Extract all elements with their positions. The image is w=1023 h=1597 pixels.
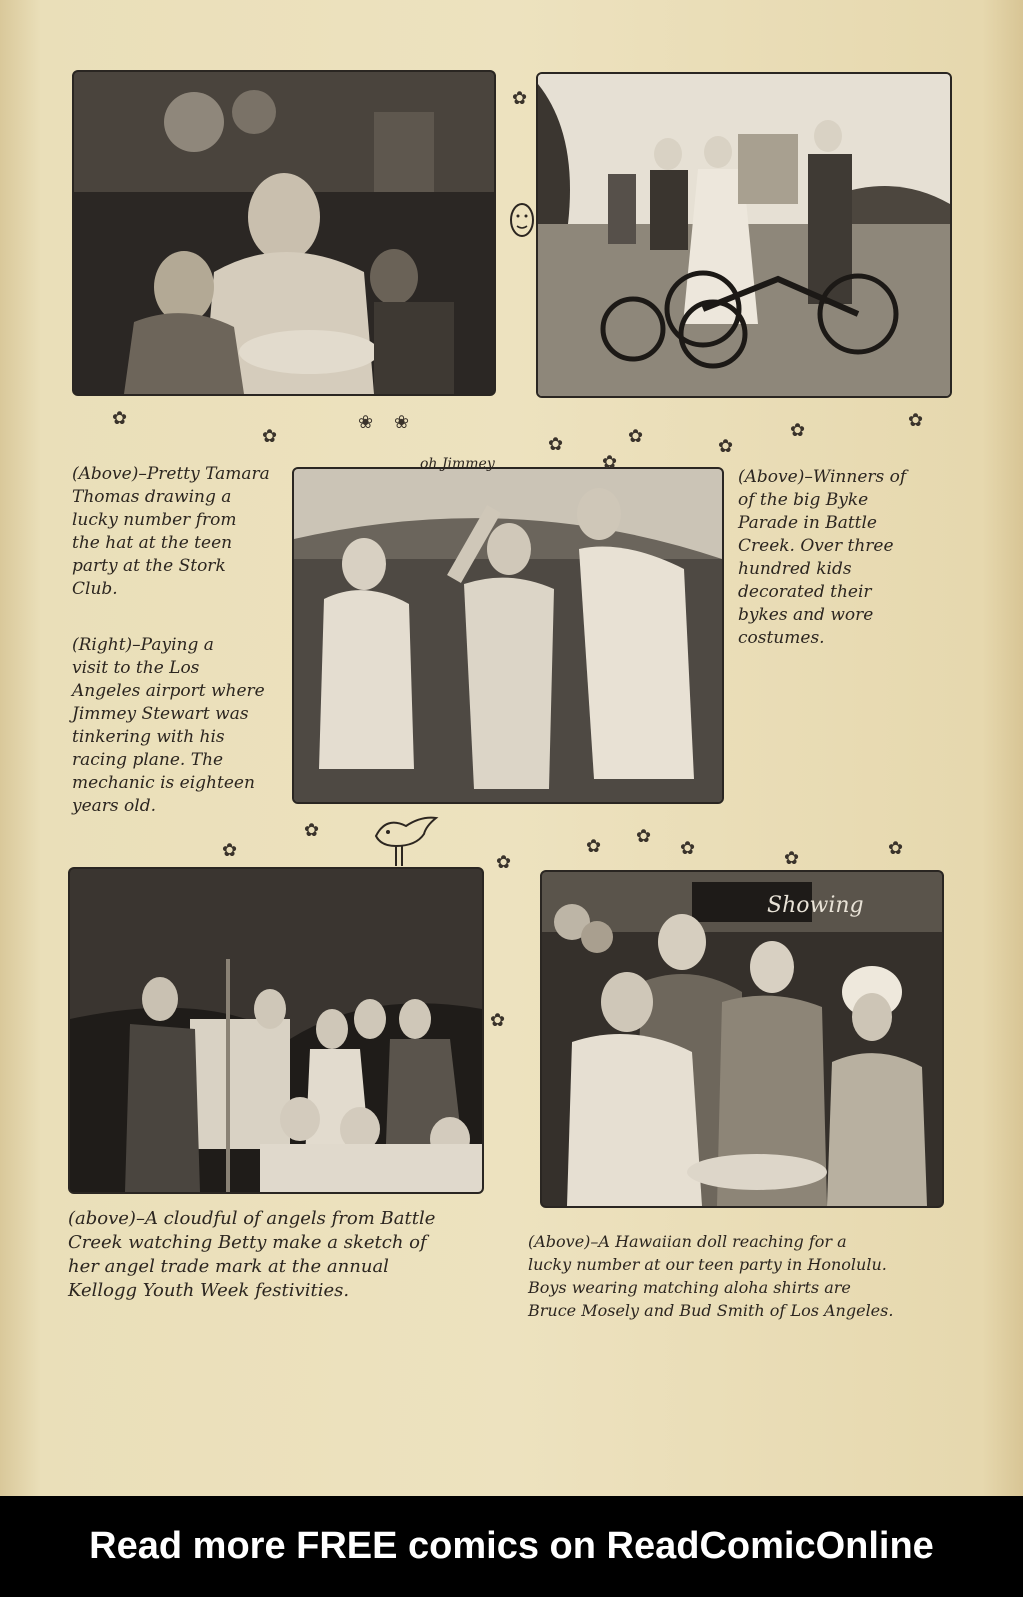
photo-airport — [292, 467, 724, 804]
flower-icon: ✿ — [790, 420, 806, 441]
flower-icon: ✿ — [628, 426, 644, 447]
flower-icon: ✿ — [602, 452, 618, 473]
bird-doodle-icon — [366, 806, 446, 870]
read-more-banner[interactable]: Read more FREE comics on ReadComicOnline — [0, 1496, 1023, 1597]
flower-icon: ✿ — [512, 88, 528, 109]
flower-icon: ✿ — [490, 1010, 506, 1031]
flower-icon: ✿ — [262, 426, 278, 447]
flower-icon: ✿ — [304, 820, 320, 841]
flower-icon: ✿ — [718, 436, 734, 457]
caption-angels: (above)–A cloudful of angels from Battle Creek watching Betty make a sketch of her angel trade mark at the annual Kellogg Youth Week festivities. — [68, 1208, 436, 1301]
photo-byke-parade — [536, 72, 952, 398]
flower-icon: ✿ — [680, 838, 696, 859]
flower-icon: ❀ — [358, 412, 374, 433]
caption-hawaii: (Above)–A Hawaiian doll reaching for a lucky number at our teen party in Honolulu. Boys wearing matching aloha shirts are Bruce Mosely and Bud Smith of Los Angeles. — [528, 1232, 894, 1320]
photo-hawaii — [540, 870, 944, 1208]
photo-angels — [68, 867, 484, 1194]
flower-icon: ✿ — [496, 852, 512, 873]
caption-byke-parade: (Above)–Winners of of the big Byke Parade in Battle Creek. Over three hundred kids decorated their bykes and wore costumes. — [738, 467, 907, 648]
flower-icon: ❀ — [394, 412, 410, 433]
flower-icon: ✿ — [548, 434, 564, 455]
caption-stork-club: (Above)–Pretty Tamara Thomas drawing a lucky number from the hat at the teen party at the Stork Club. — [72, 464, 270, 599]
flower-icon: ✿ — [636, 826, 652, 847]
flower-icon: ✿ — [908, 410, 924, 431]
flower-icon: ✿ — [586, 836, 602, 857]
sign-text: Showing — [767, 893, 864, 918]
face-doodle-icon — [508, 200, 536, 240]
flower-icon: ✿ — [784, 848, 800, 869]
flower-icon: ✿ — [112, 408, 128, 429]
caption-airport: (Right)–Paying a visit to the Los Angeles airport where Jimmey Stewart was tinkering with his racing plane. The mechanic is eighteen years old. — [72, 635, 265, 816]
photo-stork-club — [72, 70, 496, 396]
flower-icon: ✿ — [888, 838, 904, 859]
scribble-oh-jimmey: oh Jimmey — [420, 456, 495, 472]
flower-icon: ✿ — [222, 840, 238, 861]
